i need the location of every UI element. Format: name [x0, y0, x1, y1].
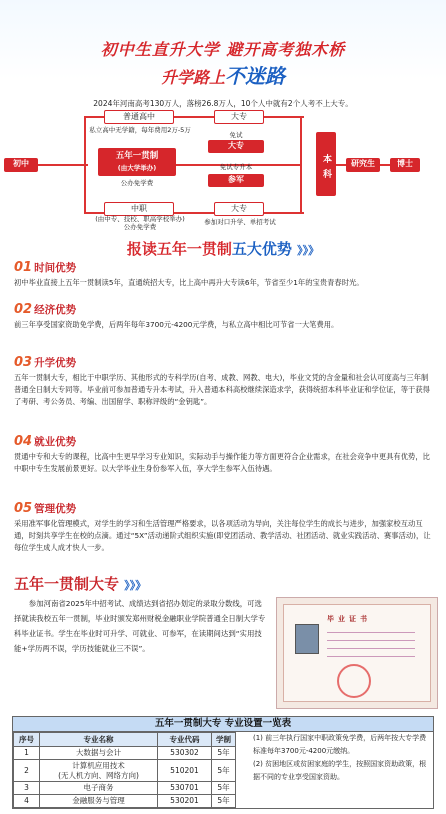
- certificate-photo: [295, 624, 319, 654]
- path-vocational-note: 公办免学费: [123, 223, 157, 231]
- table-cell: 5年: [212, 795, 236, 808]
- table-header-row: [14, 733, 236, 747]
- five-year-body: 参加河南省2025年中招考试、成绩达到省招办划定的录取分数线，可选择就读我校五年一贯制，毕业时颁发郑州财税金融职业学院普通全日制大学专科毕业证书。学生在毕业时可升学、可就业、可参军，在读期间达到“实用技能+学历两不误，学历技能就业三不误”。: [14, 599, 266, 653]
- table-row: [14, 747, 236, 760]
- path-high-school: 普通高中: [104, 110, 174, 124]
- table-cell: 大数据与会计: [40, 747, 158, 760]
- result-college-top: 大专: [214, 110, 264, 124]
- advantages-heading-red: 报读五年一贯制: [126, 240, 232, 258]
- table-note: (1) 前三年执行国家中职政策免学费，后两年按大专学费标准每年3700元-4200元缴纳。: [253, 734, 427, 755]
- path-vocational: 中职: [104, 202, 174, 216]
- mid-college: 大专: [208, 140, 264, 153]
- advantage-item: [14, 435, 434, 475]
- majors-table-caption: 五年一贯制大专 专业设置一览表: [13, 717, 433, 732]
- headline-2-prefix: 升学路上: [160, 68, 225, 87]
- label-exempt: 免试: [229, 131, 243, 139]
- advantage-number: 04: [14, 434, 33, 449]
- path-five-year: [98, 148, 176, 176]
- table-row: [14, 760, 236, 782]
- headline-2: [0, 60, 446, 89]
- result-college-bottom: 大专: [214, 202, 264, 216]
- col-header: 学制: [212, 733, 236, 747]
- advantage-title: 就业优势: [34, 436, 77, 448]
- table-cell: 530201: [158, 795, 212, 808]
- advantage-body: 采用准军事化管理模式，对学生的学习和生活管理严格要求，以各项活动为导向，关注每位学生的成长与进步，加强家校互动互通，时刻共享学生在校的点滴。通过“5X”活动递阶式组织实施(即党团活动、教学活动、社团活动、就业实践活动、赛事活动)，让每位学生成人成才快人一步。: [14, 519, 431, 552]
- table-note: (2) 贫困地区或贫困家庭的学生，按照国家资助政策，根据不同的专业享受国家资助。: [253, 760, 427, 781]
- table-cell: 530701: [158, 782, 212, 795]
- col-header: 专业名称: [40, 733, 158, 747]
- pathway-diagram: [0, 108, 446, 231]
- col-header: 专业代码: [158, 733, 212, 747]
- advantages-heading-blue: 五大优势: [231, 240, 292, 258]
- table-cell: 电子商务: [40, 782, 158, 795]
- graduate: 研究生: [346, 158, 380, 172]
- certificate-title: 毕业证书: [327, 615, 371, 623]
- table-row: [14, 782, 236, 795]
- five-year-title: 五年一贯制大专: [14, 575, 120, 593]
- start-junior-high: 初中: [4, 158, 38, 172]
- table-cell: 4: [14, 795, 40, 808]
- headline-1: 初中生直升大学 避开高考独木桥: [100, 40, 346, 59]
- table-cell: 5年: [212, 782, 236, 795]
- advantage-body: 五年一贯制大专，相比于中职学历、其他形式的专科学历(自考、成教、网教、电大)，毕业文凭的含金量和社会认可度高与三年制普通全日制大专同等。毕业前可参加普通专升本考试，升入普通本科高校继续深造求学，获得统招本科毕业证和学位证，等于获得了考研、考公务员、考编、出国留学、职称评级的“金钥匙”。: [14, 373, 430, 406]
- table-cell: 2: [14, 760, 40, 782]
- mid-military: 参军: [208, 174, 264, 187]
- table-notes: [253, 732, 431, 784]
- advantage-title: 经济优势: [34, 304, 77, 316]
- advantage-number: 01: [14, 260, 33, 275]
- headline-2-highlight: 不迷路: [225, 64, 285, 88]
- path-five-year-note: 公办免学费: [120, 179, 154, 187]
- table-cell: 510201: [158, 760, 212, 782]
- table-row: [14, 795, 236, 808]
- path-high-school-note: 私立高中无学籍，每年费用2万-5万: [89, 126, 191, 134]
- result-college-bottom-note: 参加对口升学、单招考试: [204, 218, 276, 226]
- arrow-icon: 》》》: [297, 244, 320, 257]
- advantage-title: 时间优势: [34, 262, 77, 274]
- table-cell: 530302: [158, 747, 212, 760]
- advantage-number: 05: [14, 501, 33, 516]
- undergraduate: 本科: [316, 132, 336, 196]
- advantage-item: [14, 303, 434, 331]
- advantage-body: 初中毕业直接上五年一贯制读5年，直通统招大专，比上高中再升大专读6年，节省至少1年的宝贵青春时光。: [14, 278, 364, 287]
- table-cell: 5年: [212, 747, 236, 760]
- intro-text: 2024年河南高考130万人，落榜26.8万人，10个人中就有2个人考不上大专。: [93, 99, 353, 108]
- advantage-body: 贯通中专和大专的课程，比高中生更早学习专业知识，实际动手与操作能力等方面更符合企业需求，在社会竞争中更具有优势，比中职中专生发展前景更好。以大学毕业生身份参军入伍，享大学生参军入伍待遇。: [14, 452, 430, 473]
- label-exempt-upgrade: 免试专升本: [219, 163, 253, 171]
- path-five-year-sub: (由大学举办): [117, 164, 157, 172]
- certificate-image: [276, 597, 438, 709]
- arrow-icon: 》》》: [124, 579, 147, 592]
- path-vocational-sub: (由中专、技校、职高学校举办): [95, 215, 185, 223]
- table-cell: 金融服务与管理: [40, 795, 158, 808]
- table-cell: 3: [14, 782, 40, 795]
- doctorate: 博士: [390, 158, 420, 172]
- advantage-item: [14, 261, 434, 289]
- advantage-title: 升学优势: [34, 357, 77, 369]
- col-header: 序号: [14, 733, 40, 747]
- path-five-year-label: 五年一贯制: [115, 151, 159, 161]
- table-cell: 1: [14, 747, 40, 760]
- advantage-number: 03: [14, 355, 33, 370]
- seal-icon: [337, 664, 371, 698]
- advantages-heading: [0, 238, 446, 259]
- table-cell: 5年: [212, 760, 236, 782]
- advantage-title: 管理优势: [34, 503, 77, 515]
- table-cell: 计算机应用技术 (无人机方向、网络方向): [40, 760, 158, 782]
- advantage-item: [14, 356, 434, 408]
- advantage-item: [14, 502, 434, 554]
- advantage-number: 02: [14, 302, 33, 317]
- advantage-body: 前三年享受国家资助免学费，后两年每年3700元-4200元学费，与私立高中相比可节省一大笔费用。: [14, 320, 339, 329]
- five-year-heading: [14, 573, 146, 594]
